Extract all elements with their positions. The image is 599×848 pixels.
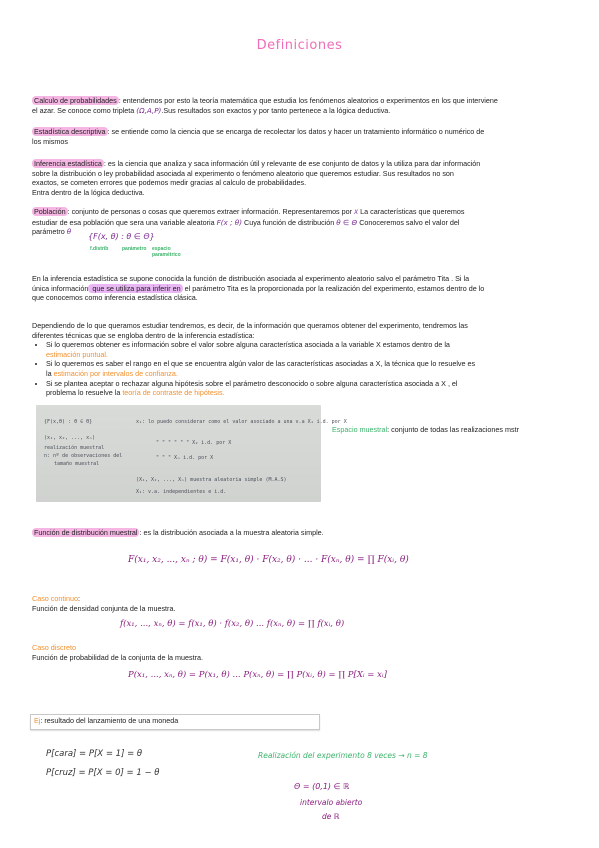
definition-population: Población : conjunto de personas o cosas que queremos extraer información. Representaremos por X La características que queremos estudiar de esa población que sera una variable aleatoria F(x ; θ) Cuya función de distribución θ ∈ Θ Conoceremos salvo el valor del parámetro θ bbox=[32, 207, 465, 237]
def-text: : es la ciencia que analiza y saca información útil y relevante de ese conjunto de datos y la utiliza para dar información bbox=[103, 159, 481, 168]
def-text: Conoceremos salvo el valor del bbox=[359, 217, 460, 227]
photo-line: " " " " " " X₂ i.d. por X bbox=[156, 440, 232, 446]
para-highlight: que se utiliza para inferir en bbox=[90, 283, 181, 293]
section-discrete bbox=[32, 643, 572, 662]
bullet-text: Si lo queremos obtener es información sobre el valor sobre alguna característica asociada a la variable X estamos dentro de la bbox=[46, 340, 450, 350]
def-text: exactos, se cometen errores que podemos medir gracias al calculo de probabilidades. bbox=[32, 178, 307, 188]
def-text: : es la distribución asociada a la muestra aleatoria simple. bbox=[139, 528, 324, 537]
hand-family: {F(x, θ) : θ ∈ Θ} bbox=[88, 232, 155, 241]
para-text: única información bbox=[32, 283, 89, 293]
term-probability: Calculo de probabilidades bbox=[34, 96, 117, 105]
paragraph-classical-inference bbox=[32, 274, 577, 303]
example-param-space: Θ = (0,1) ∈ ℝ bbox=[294, 782, 350, 791]
example-header bbox=[34, 716, 178, 726]
photo-line: n: nº de observaciones del bbox=[44, 453, 123, 459]
def-text: : se entiende como la ciencia que se encarga de recolectar los datos y hacer un tratamiento informático o numérico de bbox=[107, 127, 485, 136]
example-note-realizations: Realización del experimento 8 veces → n = 8 bbox=[258, 751, 428, 760]
note-espacio: espacio paramétrico bbox=[152, 246, 181, 258]
hand-distribution: F(x ; θ) bbox=[216, 217, 242, 227]
definition-inference bbox=[32, 159, 572, 197]
photo-line: realización muestral bbox=[44, 445, 105, 451]
para-text: el parámetro Tita es la proporcionada por la realización del experimento, estamos dentro de lo bbox=[182, 283, 485, 293]
def-text: parámetro bbox=[32, 227, 65, 237]
para-text: diferentes técnicas que se engloba dentro de la inferencia estadística: bbox=[32, 330, 255, 340]
formula-discrete: P(x₁, ..., xₙ, θ) = P(x₁, θ) ... P(xₙ, θ) = ∏ P(xᵢ, θ) = ∏ P[Xᵢ = xᵢ] bbox=[128, 670, 387, 680]
bullet-interval-estimation bbox=[46, 359, 577, 378]
term-sample-distribution: Función de distribución muestral bbox=[34, 528, 138, 537]
formula-continuous: f(x₁, ..., xₙ, θ) = f(x₁, θ) · f(x₂, θ) ... f(xₙ, θ) = ∏ f(xᵢ, θ) bbox=[120, 619, 345, 629]
para-text: que conocemos como inferencia estadística clásica. bbox=[32, 293, 198, 303]
example-note-reals: de ℝ bbox=[322, 812, 340, 821]
bullet-accent: estimación puntual. bbox=[46, 349, 108, 359]
bullet-text: Si lo queremos es saber el rango en el que se encuentra algún valor de las características asociadas a X, la técnica que lo resuelve es bbox=[46, 359, 476, 369]
bullet-text: Si se plantea aceptar o rechazar alguna hipótesis sobre el parámetro desconocido o sobre alguna característica asociada a X , el bbox=[46, 378, 458, 388]
para-text: Dependiendo de lo que queramos estudiar tendremos, es decir, de la información que queramos obtener del experimento, tendremos las bbox=[32, 321, 468, 330]
def-text: : resultado del lanzamiento de una moneda bbox=[40, 716, 179, 725]
photo-line: x₁: lo puedo considerar como el valor asociado a una v.a X₁ i.d. por X bbox=[136, 419, 347, 425]
triple-handwritten: (Ω,A,P) bbox=[136, 105, 162, 115]
bullet-point-estimation bbox=[46, 340, 577, 359]
term-descriptive: Estadística descriptiva bbox=[34, 127, 106, 136]
def-text: Entra dentro de la lógica deductiva. bbox=[32, 187, 145, 197]
example-note-open-interval: intervalo abierto bbox=[300, 798, 363, 807]
def-text: estudiar de esa población que sera una variable aleatoria bbox=[32, 217, 215, 227]
term-population: Población bbox=[34, 207, 66, 216]
definition-probability bbox=[32, 96, 572, 115]
definition-sample-distribution bbox=[32, 528, 572, 538]
def-text: Función de probabilidad de la conjunta de la muestra. bbox=[32, 652, 204, 662]
def-text: : conjunto de todas las realizaciones mstr bbox=[387, 425, 519, 434]
bullet-text: la bbox=[46, 368, 54, 378]
photo-line: tamaño muestral bbox=[54, 461, 100, 467]
def-text: el azar. Se conoce como tripleta bbox=[32, 105, 137, 115]
def-text: : entendemos por esto la teoría matemática que estudia los fenómenos aleatorios o experimentos en los que interviene bbox=[118, 96, 498, 105]
def-text: : bbox=[77, 594, 80, 603]
note-parametro: parámetro bbox=[122, 246, 147, 252]
def-text: Cuya función de distribución bbox=[244, 217, 335, 227]
example-formula-heads: P[cara] = P[X = 1] = θ bbox=[46, 749, 143, 759]
page-title: Definiciones bbox=[256, 38, 343, 53]
def-text: Función de densidad conjunta de la muestra. bbox=[32, 603, 176, 613]
example-formula-tails: P[cruz] = P[X = 0] = 1 − θ bbox=[46, 768, 160, 778]
note-fdistrib: f.distrib bbox=[90, 246, 109, 252]
photo-line: (x₁, x₂, ..., xₙ) bbox=[44, 435, 96, 441]
def-text: sobre la distribución o ley probabilidad asociada al experimento o fenómeno aleatorio que queremos estudiar. Sus resultados no son bbox=[32, 168, 454, 178]
bullet-accent: estimación por intervalos de confianza. bbox=[53, 368, 178, 378]
photo-line: " " " Xₙ i.d. por X bbox=[156, 455, 214, 461]
hand-theta: θ ∈ Θ bbox=[336, 217, 358, 227]
definition-sample-space bbox=[332, 425, 572, 435]
def-text: los mismos bbox=[32, 136, 68, 146]
bullet-hypothesis bbox=[46, 379, 577, 398]
label-discrete: Caso discreto bbox=[32, 643, 76, 652]
term-sample-space: Espacio muestral bbox=[332, 425, 388, 434]
formula-sample-distribution: F(x₁, x₂, ..., xₙ ; θ) = F(x₁, θ) · F(x₂, θ) · ... · F(xₙ, θ) = ∏ F(xᵢ, θ) bbox=[128, 555, 409, 565]
bullet-text: problema lo resuelve la bbox=[46, 388, 123, 398]
definition-descriptive bbox=[32, 127, 572, 146]
para-text: En la inferencia estadística se supone conocida la función de distribución asociada al experimento aleatorio salvo el parámetro Tita . Si la bbox=[32, 274, 470, 283]
paragraph-techniques bbox=[32, 321, 577, 398]
term-inference: Inferencia estadística bbox=[34, 159, 102, 168]
label-example: Ej bbox=[34, 716, 41, 725]
photo-line: X₁: v.a. independientes e i.d. bbox=[136, 489, 227, 495]
handwritten-notes-photo bbox=[36, 405, 347, 502]
def-text: .Sus resultados son exactos y por tanto pertenece a la lógica deductiva. bbox=[161, 105, 391, 115]
section-continuous bbox=[32, 594, 572, 613]
photo-line: (X₁, X₂, ..., Xₙ) muestra aleatoria simple (M.A.S) bbox=[136, 477, 287, 483]
bullet-accent: teoría de contraste de hipótesis. bbox=[122, 388, 225, 398]
def-text: La características que queremos bbox=[360, 207, 465, 216]
label-continuous: Caso continuo bbox=[32, 594, 78, 603]
photo-line: {F(x,θ) : θ ∈ Θ} bbox=[44, 419, 93, 425]
def-text: : conjunto de personas o cosas que queremos extraer información. Representaremos por bbox=[67, 207, 353, 216]
